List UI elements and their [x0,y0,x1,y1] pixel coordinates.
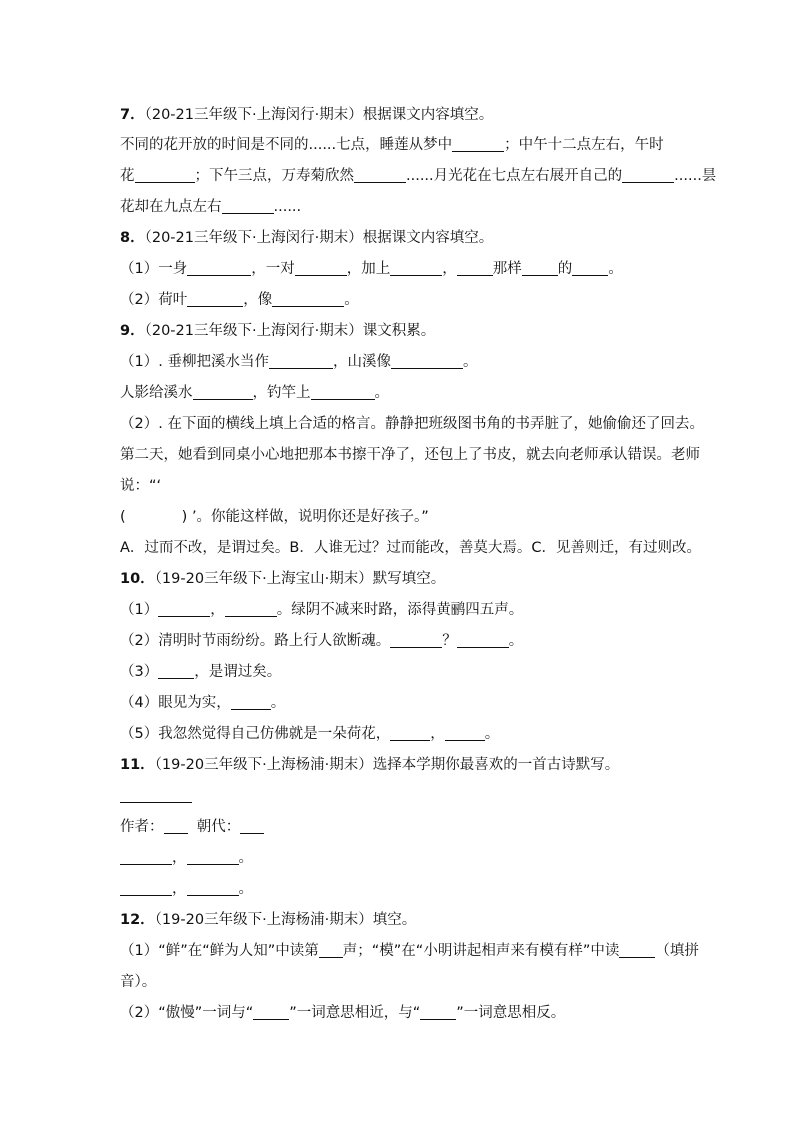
q11-text: 。 [238,850,253,866]
q8-source: （20-21三年级下·上海闵行·期末） [144,230,363,246]
q10-line-4 [120,693,680,713]
q10-line-1 [120,600,680,620]
answer-blank[interactable] [572,261,608,276]
q11-text: ， [172,881,187,897]
q11-verse-line-2 [120,879,680,899]
q7-line-1 [120,135,680,155]
q10-source: （19-20三年级下·上海宝山·期末） [154,571,373,587]
q9-source: （20-21三年级下·上海闵行·期末） [144,323,363,339]
q9-line-4 [120,445,700,465]
q11-verse-line-1 [120,848,680,868]
answer-blank[interactable] [311,385,375,400]
answer-blank[interactable] [390,726,430,741]
q8-heading [120,228,680,248]
q9-heading [120,321,680,341]
answer-blank[interactable] [269,354,333,369]
q10-text: （2）清明时节雨纷纷。路上行人欲断魂。 [120,633,391,649]
q10-text: ， [210,602,225,618]
author-label: 作者： [120,819,164,835]
answer-blank[interactable] [390,261,442,276]
q9-line-2 [120,383,680,403]
q12-source: （19-20三年级下·上海杨浦·期末） [154,912,373,928]
answer-blank[interactable] [390,633,442,648]
answer-blank[interactable] [319,943,343,958]
q11-text: 。 [238,881,253,897]
q12-text: （1）“鲜”在“鲜为人知”中读第 [120,943,319,959]
answer-blank[interactable] [193,385,253,400]
q8-line-2 [120,290,680,310]
q10-text: （1） [120,602,159,618]
q8-text: ，一对 [251,261,295,277]
q10-text: ？ [442,633,457,649]
answer-blank[interactable] [452,137,504,152]
q11-author-line [120,817,680,837]
answer-blank[interactable] [253,1005,289,1020]
q7-text: ；中午十二点左右，午时 [504,137,664,153]
q7-number: 7． [120,107,145,123]
q12-text: 声；“模”在“小明讲起相声来有模有样”中读 [342,943,620,959]
q8-text: 那样 [492,261,522,277]
q12-text: ”一词意思相近，与“ [289,1005,421,1021]
answer-blank[interactable] [135,168,195,183]
q9-text: 。 [374,385,389,401]
q9-instruction: 课文积累。 [362,323,436,339]
answer-blank[interactable] [158,664,194,679]
q9-line-5 [120,476,680,496]
answer-blank[interactable] [272,292,344,307]
q7-text: 不同的花开放的时间是不同的......七点，睡莲从梦中 [120,137,453,153]
q11-text: ， [172,850,187,866]
dynasty-blank[interactable] [240,819,264,834]
author-blank[interactable] [164,819,188,834]
answer-blank[interactable] [120,881,172,896]
q7-text: ；下午三点，万寿菊欣然 [194,168,354,184]
q9-line-3 [120,414,704,434]
q8-text: 。 [344,292,359,308]
dynasty-label: 朝代： [196,819,241,835]
answer-blank[interactable] [420,1005,456,1020]
q9-options-text: A．过而不改，是谓过矣。B．人谁无过？过而能改，善莫大焉。C．见善则迁，有过则改。 [120,540,701,556]
q8-text: ，加上 [346,261,391,277]
q12-text: （填拼 [655,943,699,959]
q9-text: （1）. 垂柳把溪水当作 [120,354,269,370]
q7-text: 花却在九点左右 [120,199,222,215]
q10-instruction: 默写填空。 [372,571,446,587]
q7-source: （20-21三年级下·上海闵行·期末） [144,107,363,123]
q7-text: 花 [120,168,135,184]
q9-text: （2）. 在下面的横线上填上合适的格言。静静把班级图书角的书弄脏了，她偷偷还了回去。 [120,416,704,432]
q10-number: 10． [120,571,155,587]
q9-line-1 [120,352,680,372]
q10-text: ， [430,726,445,742]
q9-text: 说：“‘ [120,478,162,494]
q10-heading [120,569,680,589]
answer-blank[interactable] [120,850,172,865]
q7-text: ......月光花在七点左右展开自己的 [406,168,623,184]
answer-blank[interactable] [457,261,493,276]
q8-text: （1）一身 [120,261,188,277]
q9-line-6 [120,507,680,527]
answer-blank[interactable] [295,261,347,276]
q8-instruction: 根据课文内容填空。 [362,230,494,246]
q12-line-1 [120,941,699,961]
q12-heading [120,910,680,930]
q10-line-2 [120,631,680,651]
answer-blank[interactable] [391,354,463,369]
q12-text: （2）“傲慢”一词与“ [120,1005,254,1021]
q7-text: ......昙 [674,168,717,184]
q11-source: （19-20三年级下·上海杨浦·期末） [154,757,373,773]
answer-blank[interactable] [187,292,243,307]
q10-text: （3） [120,664,159,680]
q12-instruction: 填空。 [372,912,417,928]
q10-text: 。绿阴不减来时路，添得黄鹂四五声。 [276,602,524,618]
answer-blank[interactable] [619,943,655,958]
answer-blank[interactable] [222,199,274,214]
q11-instruction: 选择本学期你最喜欢的一首古诗默写。 [372,757,620,773]
q11-title-line [120,786,680,806]
answer-blank[interactable] [457,633,509,648]
answer-blank[interactable] [187,881,239,896]
q7-text: ...... [273,199,302,215]
q8-text: 的 [557,261,573,277]
q9-options [120,538,701,558]
q7-line-3 [120,197,680,217]
q9-text: ，钓竿上 [252,385,311,401]
q10-line-5 [120,724,680,744]
q7-heading [120,105,680,125]
q8-text: ， [442,261,457,277]
q12-number: 12． [120,912,155,928]
q9-text: ，山溪像 [332,354,391,370]
q10-line-3 [120,662,680,682]
q9-text: 。 [462,354,478,370]
q8-text: 。 [608,261,623,277]
q8-line-1 [120,259,680,279]
q10-text: 。 [270,695,286,711]
answer-blank[interactable] [522,261,558,276]
q12-text: 音）。 [120,974,157,990]
q12-text: ”一词意思相反。 [456,1005,566,1021]
answer-blank[interactable] [158,602,210,617]
answer-blank[interactable] [187,261,251,276]
q7-instruction: 根据课文内容填空。 [362,107,494,123]
q9-text: ) ’。你能这样做，说明你还是好孩子。” [181,509,429,525]
answer-blank[interactable] [225,602,277,617]
q10-text: （4）眼见为实， [120,695,231,711]
poem-title-blank[interactable] [120,788,192,803]
q9-number: 9． [120,323,145,339]
q8-text: ，像 [243,292,273,308]
q12-line-3 [120,1003,680,1023]
q8-text: （2）荷叶 [120,292,188,308]
answer-blank[interactable] [231,695,271,710]
q11-number: 11． [120,757,155,773]
q11-heading [120,755,680,775]
q8-number: 8． [120,230,145,246]
q10-text: ，是谓过矣。 [194,664,282,680]
q10-text: 。 [484,726,500,742]
q9-text: ( [120,509,126,525]
q7-line-2 [120,166,717,186]
answer-blank[interactable] [622,168,674,183]
answer-blank[interactable] [187,850,239,865]
q12-line-2 [120,972,680,992]
answer-blank[interactable] [354,168,406,183]
q10-text: 。 [508,633,524,649]
q9-text: 第二天，她看到同桌小心地把那本书擦干净了，还包上了书皮，就去向老师承认错误。老师 [120,447,700,463]
q10-text: （5）我忽然觉得自己仿佛就是一朵荷花， [120,726,391,742]
q9-text: 人影给溪水 [120,385,193,401]
answer-blank[interactable] [445,726,485,741]
